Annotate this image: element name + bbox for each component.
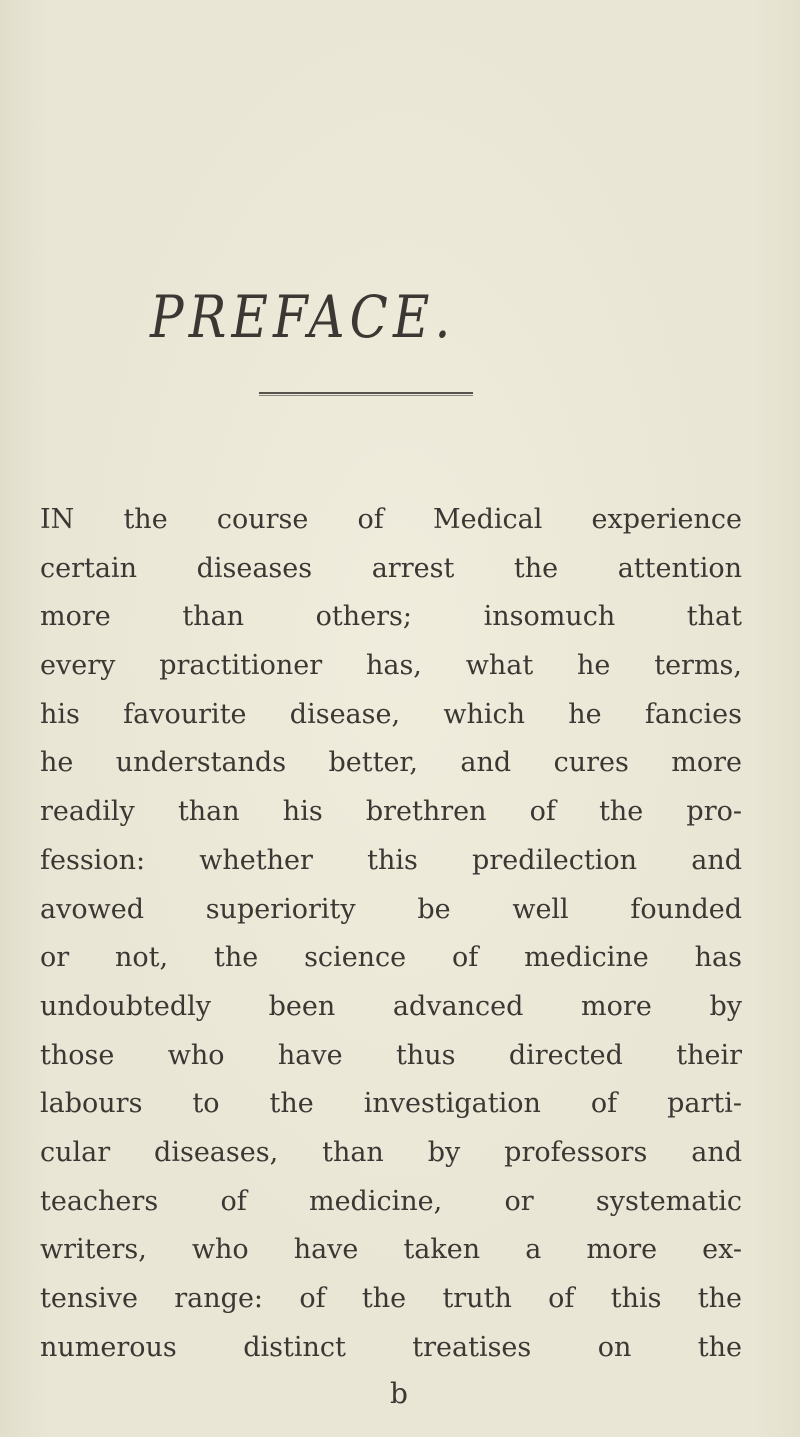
text-line: writers, who have taken a more ex- bbox=[40, 1234, 742, 1266]
text-line: more than others; insomuch that bbox=[40, 601, 742, 633]
text-line: labours to the investigation of parti- bbox=[40, 1088, 742, 1120]
text-line: fession: whether this predilection and bbox=[40, 844, 742, 876]
text-line: IN the course of Medical experience bbox=[40, 504, 742, 535]
text-line: avowed superiority be well founded bbox=[40, 893, 742, 925]
preface-text bbox=[40, 498, 742, 1374]
text-line: numerous distinct treatises on the bbox=[40, 1331, 742, 1363]
text-line: certain diseases arrest the attention bbox=[40, 552, 742, 584]
text-line: teachers of medicine, or systematic bbox=[40, 1185, 742, 1217]
text-line: readily than his brethren of the pro- bbox=[40, 796, 742, 828]
page-title: PREFACE. bbox=[150, 283, 456, 351]
text-line: tensive range: of the truth of this the bbox=[40, 1283, 742, 1314]
signature-mark: b bbox=[390, 1377, 408, 1410]
text-line: his favourite disease, which he fancies bbox=[40, 698, 742, 730]
text-line: those who have thus directed their bbox=[40, 1039, 742, 1071]
text-line: or not, the science of medicine has bbox=[40, 942, 742, 974]
text-line: he understands better, and cures more bbox=[40, 747, 742, 779]
text-line: undoubtedly been advanced more by bbox=[40, 990, 742, 1022]
title-rule bbox=[259, 392, 473, 396]
text-line: every practitioner has, what he terms, bbox=[40, 650, 742, 682]
text-line: cular diseases, than by professors and bbox=[40, 1136, 742, 1168]
